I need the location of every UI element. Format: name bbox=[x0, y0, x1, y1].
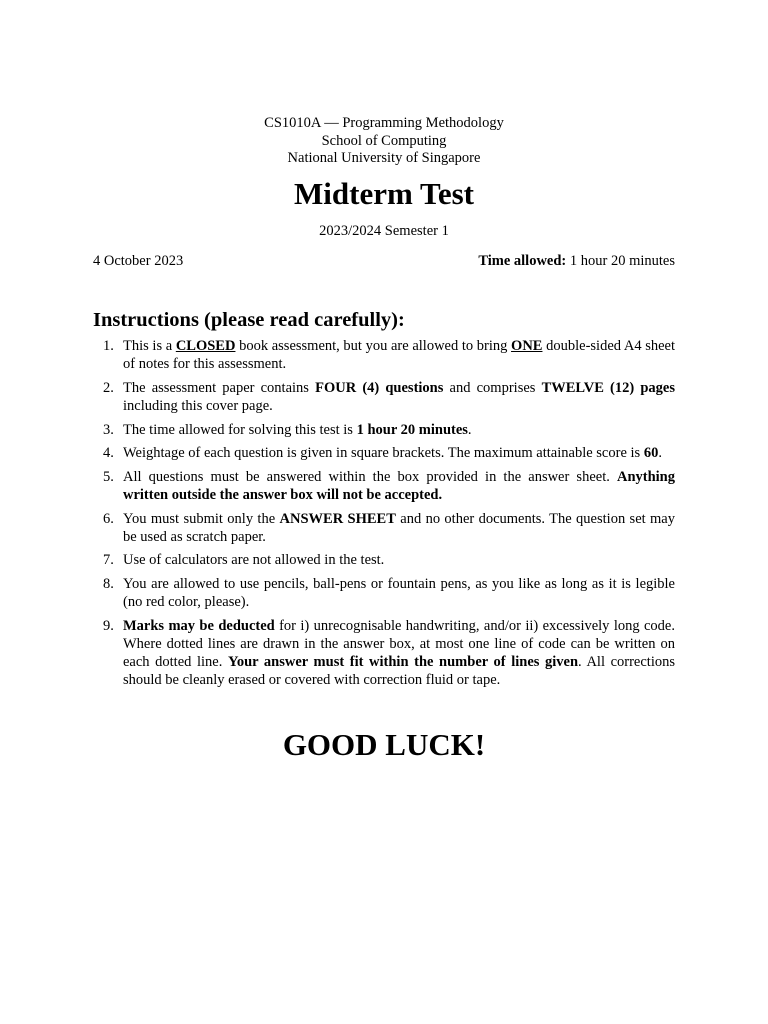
instruction-text: . All corrections should be cleanly erased or covered with correction fluid or tape. bbox=[123, 654, 675, 689]
instruction-text: You must submit only the bbox=[123, 510, 280, 527]
instruction-item bbox=[93, 510, 675, 546]
time-allowed-label: Time allowed: bbox=[478, 253, 567, 269]
instruction-emphasis: 1 hour 20 minutes bbox=[356, 421, 468, 438]
instruction-text: All questions must be answered within the box provided in the answer sheet. bbox=[123, 468, 617, 485]
instruction-text: You are allowed to use pencils, ball-pens or fountain pens, as you like as long as it is legible (no red color, please). bbox=[123, 575, 675, 611]
instruction-number: 2. bbox=[103, 379, 114, 396]
instruction-number: 6. bbox=[103, 510, 114, 527]
instruction-emphasis: TWELVE (12) pages bbox=[541, 379, 675, 396]
instruction-text: Weightage of each question is given in square brackets. The maximum attainable score is bbox=[123, 445, 644, 462]
instruction-number: 7. bbox=[103, 552, 114, 569]
instruction-text: The time allowed for solving this test is bbox=[123, 421, 357, 438]
instruction-item bbox=[93, 575, 675, 611]
closing-message: GOOD LUCK! bbox=[282, 727, 486, 762]
instruction-emphasis: ONE bbox=[511, 338, 543, 354]
instruction-text: including this cover page. bbox=[123, 398, 273, 414]
instruction-text: . bbox=[658, 445, 662, 462]
instruction-item bbox=[93, 468, 675, 504]
test-date: 4 October 2023 bbox=[93, 253, 184, 269]
instruction-number: 8. bbox=[103, 575, 114, 592]
course-header bbox=[93, 115, 675, 168]
instruction-number: 4. bbox=[103, 445, 114, 462]
time-allowed-value: 1 hour 20 minutes bbox=[569, 253, 675, 269]
meta-row bbox=[93, 252, 675, 270]
instruction-text: The assessment paper contains bbox=[123, 379, 316, 396]
instruction-text: double-sided A4 sheet of notes for this assessment. bbox=[123, 338, 676, 373]
instruction-item bbox=[93, 337, 675, 373]
instruction-item bbox=[93, 617, 675, 690]
instruction-emphasis: Your answer must fit within the number of lines given bbox=[227, 654, 579, 671]
instruction-emphasis: FOUR (4) questions bbox=[315, 379, 444, 396]
instruction-item bbox=[93, 379, 675, 415]
university-name: National University of Singapore bbox=[287, 150, 481, 166]
instruction-emphasis: ANSWER SHEET bbox=[279, 510, 396, 527]
instructions-heading: Instructions (please read carefully): bbox=[93, 309, 405, 331]
time-allowed bbox=[478, 252, 675, 270]
instruction-item bbox=[93, 551, 675, 569]
instruction-text: This is a bbox=[123, 338, 176, 354]
instruction-text: . bbox=[467, 421, 472, 438]
instruction-text: Use of calculators are not allowed in the test. bbox=[123, 552, 385, 569]
instructions-list bbox=[93, 337, 675, 695]
instruction-text: book assessment, but you are allowed to bring bbox=[235, 338, 512, 354]
instruction-emphasis: Anything written outside the answer box will not be accepted. bbox=[123, 468, 675, 503]
instruction-number: 3. bbox=[103, 421, 114, 438]
instruction-text: and comprises bbox=[443, 379, 542, 396]
instruction-emphasis: Marks may be deducted bbox=[123, 617, 275, 634]
instruction-item bbox=[93, 421, 675, 439]
course-name: CS1010A — Programming Methodology bbox=[264, 115, 504, 131]
instruction-emphasis: 60 bbox=[643, 445, 659, 462]
instruction-emphasis: CLOSED bbox=[175, 338, 236, 354]
school-name: School of Computing bbox=[321, 132, 447, 149]
instruction-number: 9. bbox=[103, 617, 114, 634]
instruction-number: 1. bbox=[103, 338, 114, 354]
page-title: Midterm Test bbox=[294, 176, 474, 211]
semester-label: 2023/2024 Semester 1 bbox=[319, 223, 449, 239]
instruction-text: for i) unrecognisable handwriting, and/or ii) excessively long code. Where dotted lines are drawn in the answer box, at most one line of code can be written on each dotted line. bbox=[123, 617, 675, 671]
instruction-number: 5. bbox=[103, 468, 114, 485]
instruction-item bbox=[93, 444, 675, 462]
instruction-text: and no other documents. The question set may be used as scratch paper. bbox=[123, 510, 675, 545]
document-page bbox=[93, 0, 675, 1024]
